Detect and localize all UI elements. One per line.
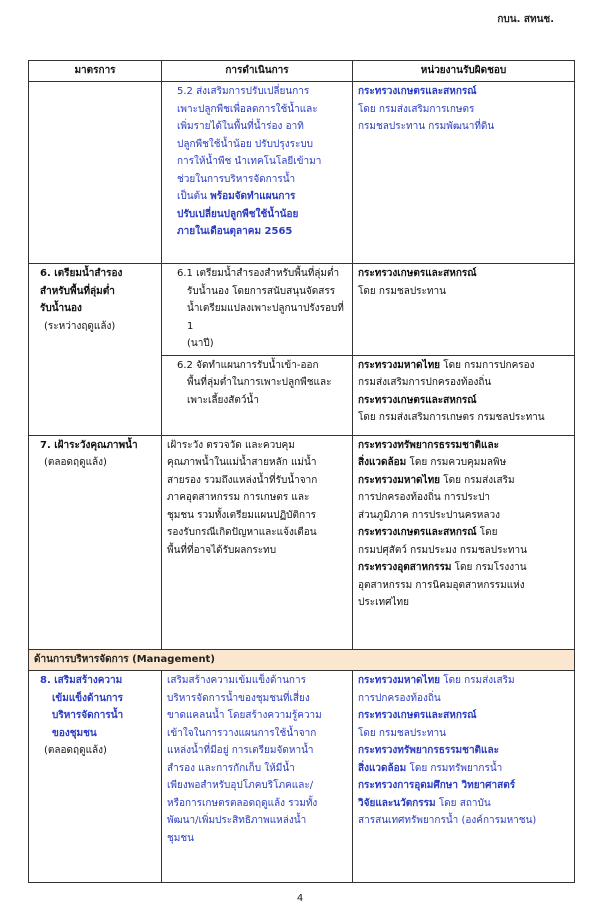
agency-line: กรมชลประทาน กรมพัฒนาที่ดิน (358, 121, 495, 132)
action-line: ภาคอุตสาหกรรม การเกษตร และ (167, 492, 310, 503)
action-line: เข้าใจในการวางแผนการใช้น้ำจาก (167, 727, 317, 739)
agency-ministry: กระทรวงมหาดไทย (358, 675, 441, 686)
agency-line: อุตสาหกรรม การนิคมอุตสาหกรรมแห่ง (358, 579, 525, 591)
action-cell (162, 264, 353, 356)
action-bold-line: ปรับเปลี่ยนปลูกพืชใช้น้ำน้อย (177, 208, 299, 220)
agency-ministry: สิ่งแวดล้อม (358, 457, 407, 468)
action-line: พัฒนา/เพิ่มประสิทธิภาพแหล่งน้ำ (167, 815, 307, 826)
action-line: พื้นที่ลุ่มต่ำในการเพาะปลูกพืชและ (187, 377, 332, 388)
action-line: สำรอง และการกักเก็บ ให้มีน้ำ (167, 762, 295, 774)
agency-text: โดย (479, 527, 498, 538)
agency-text: โดย กรมส่งเสริม (443, 675, 515, 686)
measure-cell (29, 264, 162, 436)
action-cell (162, 435, 353, 649)
action-line: เพียงพอสำหรับอุปโภคบริโภคและ/ (167, 780, 314, 791)
agency-line: กรมปศุสัตว์ กรมประมง กรมชลประทาน (358, 544, 527, 556)
agency-ministry: กระทรวงทรัพยากรธรรมชาติและ (358, 439, 499, 451)
measure-line: ของชุมชน (52, 727, 97, 739)
action-line: ปลูกพืชใช้น้ำน้อย ปรับปรุงระบบ (177, 138, 314, 150)
agency-line: ประเทศไทย (358, 597, 409, 608)
measures-table (28, 60, 575, 883)
action-cell (162, 82, 353, 264)
table-row (29, 264, 575, 356)
agency-line (358, 760, 569, 778)
measure-line: สำหรับพื้นที่ลุ่มต่ำ (40, 285, 115, 297)
action-bold-line: ภายในเดือนตุลาคม 2565 (177, 226, 293, 237)
agency-text: โดย กรมการปกครอง (443, 359, 535, 371)
agency-ministry: กระทรวงเกษตรและสหกรณ์ (358, 268, 477, 279)
agency-ministry: กระทรวงทรัพยากรธรรมชาติและ (358, 745, 499, 756)
action-line: (นาปี) (187, 338, 214, 349)
measure-cell (29, 435, 162, 649)
action-line: เฝ้าระวัง ตรวจวัด และควบคุม (167, 439, 295, 451)
measure-period: (ระหว่างฤดูแล้ง) (44, 320, 116, 332)
action-line: บริหารจัดการน้ำของชุมชนที่เสี่ยง (167, 692, 310, 704)
agency-line (358, 357, 569, 375)
action-line: 6.1 เตรียมน้ำสำรองสำหรับพื้นที่ลุ่มต่ำ (177, 268, 340, 279)
col-header-agency: หน่วยงานรับผิดชอบ (353, 61, 575, 82)
agency-ministry: กระทรวงอุตสาหกรรม (358, 562, 452, 573)
agency-text: โดย กรมโรงงาน (454, 562, 527, 573)
action-line: 5.2 ส่งเสริมการปรับเปลี่ยนการ (177, 86, 310, 97)
action-line: เสริมสร้างความเข้มแข็งด้านการ (167, 675, 306, 686)
agency-line (358, 559, 569, 577)
action-line: แหล่งน้ำที่มีอยู่ การเตรียมจัดหาน้ำ (167, 745, 314, 756)
action-line (177, 188, 347, 206)
action-line: ชุมชน รวมทั้งเตรียมแผนปฏิบัติการ (167, 509, 317, 521)
agency-line: โดย กรมส่งเสริมการเกษตร (358, 103, 475, 115)
action-line: น้ำเตรียมแปลงเพาะปลูกนาปรังรอบที่ 1 (187, 303, 344, 332)
measure-period: (ตลอดฤดูแล้ง) (44, 457, 107, 468)
agency-cell (353, 82, 575, 264)
measure-line: 7. เฝ้าระวังคุณภาพน้ำ (40, 439, 138, 451)
action-text: เป็นต้น (177, 191, 207, 202)
action-line: ขาดแคลนน้ำ โดยสร้างความรู้ความ (167, 710, 322, 721)
action-line: 6.2 จัดทำแผนการรับน้ำเข้า-ออก (177, 359, 319, 371)
agency-cell (353, 435, 575, 649)
agency-line: การปกครองท้องถิ่น การประปา (358, 492, 491, 503)
col-header-measure: มาตรการ (29, 61, 162, 82)
action-line: พื้นที่ที่อาจได้รับผลกระทบ (167, 544, 277, 556)
action-line: เพาะปลูกพืชเพื่อลดการใช้น้ำและ (177, 103, 318, 115)
table-header-row (29, 61, 575, 82)
measure-cell (29, 671, 162, 883)
agency-ministry: กระทรวงเกษตรและสหกรณ์ (358, 710, 477, 721)
agency-ministry: กระทรวงมหาดไทย (358, 359, 441, 371)
action-line: เพาะเลี้ยงสัตว์น้ำ (187, 394, 259, 406)
agency-text: โดย สถาบัน (438, 797, 491, 809)
agency-ministry: กระทรวงเกษตรและสหกรณ์ (358, 394, 477, 406)
agency-line: สารสนเทศทรัพยากรน้ำ (องค์การมหาชน) (358, 815, 537, 826)
agency-line (358, 454, 569, 472)
agency-cell (353, 355, 575, 435)
section-title: ด้านการบริหารจัดการ (Management) (29, 649, 575, 671)
agency-ministry: กระทรวงการอุดมศึกษา วิทยาศาสตร์ (358, 780, 516, 791)
table-row (29, 671, 575, 883)
page-number: 4 (296, 893, 304, 904)
action-line: เพิ่มรายได้ในพื้นที่น้ำร่อง อาทิ (177, 121, 304, 132)
table-row (29, 435, 575, 649)
agency-cell (353, 264, 575, 356)
agency-line: โดย กรมชลประทาน (358, 727, 446, 739)
agency-line (358, 524, 569, 542)
agency-line (358, 472, 569, 490)
action-line: รับน้ำนอง โดยการสนับสนุนจัดสรร (187, 285, 336, 297)
measure-period: (ตลอดฤดูแล้ง) (44, 745, 107, 756)
action-line: ช่วยในการบริหารจัดการน้ำ (177, 173, 296, 185)
measure-line: บริหารจัดการน้ำ (52, 710, 124, 721)
agency-line: การปกครองท้องถิ่น (358, 692, 441, 704)
measure-line: 8. เสริมสร้างความ (40, 675, 123, 686)
agency-line: ส่วนภูมิภาค การประปานครหลวง (358, 509, 501, 521)
agency-line (358, 795, 569, 813)
agency-text: โดย กรมทรัพยากรน้ำ (409, 762, 503, 774)
agency-cell (353, 671, 575, 883)
col-header-action: การดำเนินการ (162, 61, 353, 82)
table-row (29, 82, 575, 264)
agency-ministry: วิจัยและนวัตกรรม (358, 797, 436, 809)
header-org: กบน. สทนช. (497, 14, 554, 25)
measure-line: เข้มแข็งด้านการ (52, 692, 123, 704)
action-line: การให้น้ำพืช นำเทคโนโลยีเข้ามา (177, 156, 322, 167)
action-line: สายรอง รวมถึงแหล่งน้ำที่รับน้ำจาก (167, 474, 318, 486)
agency-ministry: สิ่งแวดล้อม (358, 762, 407, 774)
agency-line: โดย กรมชลประทาน (358, 285, 446, 297)
action-line: คุณภาพน้ำในแม่น้ำสายหลัก แม่น้ำ (167, 457, 317, 468)
measure-cell (29, 82, 162, 264)
agency-text: โดย กรมควบคุมมลพิษ (409, 457, 507, 468)
action-line: หรือการเกษตรตลอดฤดูแล้ง รวมทั้ง (167, 797, 318, 809)
action-line: รองรับกรณีเกิดปัญหาและแจ้งเตือน (167, 527, 317, 538)
section-row (29, 649, 575, 671)
action-line: ชุมชน (167, 832, 195, 844)
agency-line: โดย กรมส่งเสริมการเกษตร กรมชลประทาน (358, 412, 545, 423)
action-cell (162, 671, 353, 883)
measure-line: 6. เตรียมน้ำสำรอง (40, 268, 123, 279)
agency-ministry: กระทรวงมหาดไทย (358, 474, 441, 486)
agency-ministry: กระทรวงเกษตรและสหกรณ์ (358, 527, 477, 538)
agency-line (358, 672, 569, 690)
agency-line: กรมส่งเสริมการปกครองท้องถิ่น (358, 377, 492, 388)
action-bold-text: พร้อมจัดทำแผนการ (210, 191, 296, 202)
agency-text: โดย กรมส่งเสริม (443, 474, 515, 486)
agency-ministry: กระทรวงเกษตรและสหกรณ์ (358, 86, 477, 97)
action-cell (162, 355, 353, 435)
measure-line: รับน้ำนอง (40, 303, 82, 314)
